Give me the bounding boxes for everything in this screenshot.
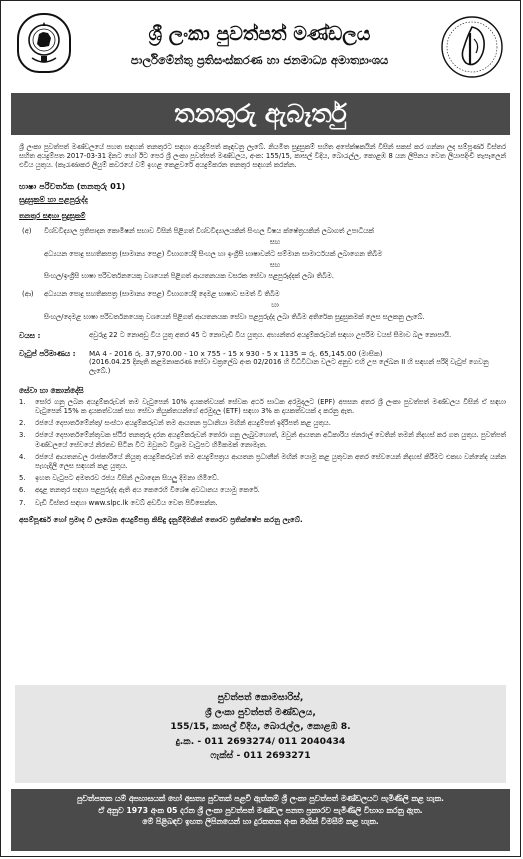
qualification-b-content — [44, 290, 506, 322]
salary-note: (2016.04.25 දිනැති කළමනාකරණ සේවා චක්‍රලේඛ අංක 02/2016 හි විධිවිධාන වලට අනුව එහි උප ලේඛන II හි සඳහන් පරිදි වැටුප් ගෙවනු ලැබේ.) — [89, 358, 489, 376]
qualification-a-text3: සිංහල/ඉංග්‍රීසි භාෂා පරිවර්තනයෙකු වශයෙන් පිළිගත් ආයතනයක වසරක සේවා පළපුරුද්දක් ලබා තිබීම. — [44, 272, 334, 281]
header — [1, 1, 520, 89]
phone-line: දු.ක. - 011 2693274/ 011 2040434 — [175, 735, 346, 747]
qualification-a-content — [44, 227, 506, 281]
press-council-logo-icon — [440, 15, 504, 79]
qualification-a — [19, 227, 506, 281]
qualifications-heading: සුදුසුකම් හා පළපුරුද්ද — [19, 194, 88, 204]
salary-label: වැටුප් පරිමාණය : — [19, 349, 76, 359]
qualification-b — [19, 290, 506, 322]
organization-title: ශ්‍රී ලංකා පුවත්පත් මණ්ඩලය — [148, 23, 371, 45]
terms-list — [19, 398, 506, 508]
intro-paragraph: ශ්‍රී ලංකා පුවත්පත් මණ්ඩලයේ පහත සඳහන් තනතුරට සඳහා අයදුම්පත් කැඳවනු ලැබේ. නියමිත සුදුසුකම් සහිත අපේක්ෂකයින් විසින් සකස් කර ගන්නා ලද සම්පූර්ණ විස්තර සහිත අයදුම්පත 2017-03-31 දිනට හෝ ඊට පෙර ශ්‍රී ලංකා පුවත්පත් මණ්ඩලය, අංක: 155/15, කාසල් වීදිය, බොරැල්ල, කොළඹ 8 යන ලිපිනය වෙත ලියාපදිංචි තැපෑලෙන් එවිය යුතුය. (කැරැණාකර ලියුම් කවරයේ වම් ඉහළ කෙළවරේ අයදුම්කරන තනතුර සඳහන් කරන්න. — [19, 143, 506, 170]
salary-scale: MA 4 - 2016 රු. 37,970.00 - 10 x 755 - 15 x 930 - 5 x 1135 = රු. 65,145.00 (මාසික) — [89, 349, 383, 359]
education-heading: තනතුර සඳහා සුදුසුකම් — [19, 212, 86, 221]
qualification-a-text: විශ්වවිද්‍යාල ප්‍රතිපාදන කොමිෂන් සභාව විසින් පිළිගත් විශ්වවිද්‍යාලයකින් සිංහල විෂය ක්ෂේත්‍රයකින් ලබාගත් උපාධියක් — [44, 227, 374, 236]
closing-note: අසම්පූර්ණ හෝ ප්‍රමාද වී ලැබෙන අයදුම්පත්‍ර කිසිදු දැනුම්දීමකින් තොරව ප්‍රතික්ෂේප කරනු ලැබේ. — [19, 514, 303, 524]
and-connector: සහ — [269, 260, 281, 269]
list-item: 4. රජයේ ආයතනවල රාජකාරියේ නියුතු අයදුම්කරුවන් තම අයදුම්පත්‍රය ආයතන ප්‍රධානීන් මඟින් යොමු කළ යුතුවන අතර සේවයෙන් නිදහස් කිරීමට එකඟ වන්නේද යන්න පැහැදිලි ලෙස සඳහන් කළ යුතුය. — [19, 452, 506, 471]
footer-line: පුවත්පතක යම් අපහාසයක් හෝ අසත්‍ය පුවතක් පළවී ඇත්නම් ශ්‍රී ලංකා පුවත්පත් මණ්ඩලයට පැමිණිලි කළ හැක. — [77, 794, 444, 803]
ministry-subtitle: පාර්ලිමේන්තු ප්‍රතිසංස්කරණ හා ජනමාධ්‍ය අමාත්‍යාංශය — [130, 53, 389, 67]
age-text: අවුරුදු 22 ට නොඅඩු විය යුතු අතර 45 ට නොවැඩි විය යුතුය. අභ්‍යන්තර අයදුම්කරුවන් සඳහා උපරිම වයස් සීමාව බල නොපායි. — [89, 330, 452, 339]
list-item: 5. ඉහත වැටුපට අමතරව රජය විසින් ලබාදෙන සියලු දීමනා හිමිවේ. — [19, 474, 220, 483]
advertisement-body — [19, 143, 506, 524]
address-line: පුවත්පත් කොමසාරිස්, — [217, 692, 304, 703]
and-connector: සහ — [269, 238, 281, 247]
sri-lanka-emblem-icon — [17, 13, 71, 73]
and-connector: හා — [271, 301, 279, 310]
footer-notice — [11, 789, 510, 851]
footer-line: මේ පිළිබඳව ඉහත ලිපිනයෙන් හා දුරකතන අංක මඟින් විමසීම් කළ හැක. — [142, 817, 379, 826]
list-item: 6. අදාළ තනතුර සඳහා පළපුරුද්ද ඇති අය කෙරෙහි විශේෂ අවධානය යොමු කෙරේ. — [19, 486, 260, 495]
vacancies-banner: තනතුරු ඇබෑර්තු — [11, 93, 510, 135]
qualification-b-label: (ආ) — [22, 290, 34, 299]
age-label: වයස : — [19, 330, 41, 340]
list-item: 7. වැඩි විස්තර සඳහා www.slpc.lk වෙබ් අඩවිය වෙත පිවිසෙන්න. — [19, 498, 218, 507]
qualification-a-label: (අ) — [22, 227, 32, 236]
address-line: 155/15, කාසල් වීදිය, බොරැල්ල, කොළඹ 8. — [170, 721, 351, 732]
salary-row — [19, 349, 506, 377]
qualification-a-text2: අධ්‍යයන පොදු සහතිකපත්‍ර (සාමාන්‍ය පෙළ) විභාගයේදී සිංහල හා ඉංග්‍රීසි භාෂාවන්ට සම්මාන සාමාර්ථයක් ලබාගෙන තිබීම — [44, 249, 383, 258]
qualification-b-text: අධ්‍යයන පොදු සහතිකපත්‍ර (සාමාන්‍ය පෙළ) විභාගයේදී දෙමළ භාෂාව සමත් වී තිබීම — [44, 290, 280, 299]
footer-line: ඒ අනුව 1973 අංක 05 දරන ශ්‍රී ලංකා පුවත්පත් මණ්ඩල පනත ප්‍රකාරව පැමිණිලි විභාග කරනු ඇත. — [98, 805, 423, 815]
fax-line: ෆැක්ස් - 011 2693271 — [210, 750, 311, 761]
address-line: ශ්‍රී ලංකා පුවත්පත් මණ්ඩලය, — [205, 706, 316, 718]
terms-heading: සේවා හා කොන්දේසි — [19, 385, 84, 395]
address-block — [15, 685, 506, 783]
list-item: 3. රජයේ දෙපාර්තමේන්තුවක ස්ථිර තනතුරු දරන අයදුම්කරුවන් තෝරා ගනු ලැබුවහොත්, ඔවුන් ආයතන අධිකාරිය ජනරාල් වෙතින් තමන් නිදහස් කර ගත යුතුය. පුවත්පත් මණ්ඩලයේ සේවයේ නිරතව සිටින විට ඔවුනට විශ්‍රාම වැටුපට හිමිකමක් නොමැත. — [19, 431, 506, 449]
list-item: 2. රජයේ දෙපාර්තමේන්තු/ සංස්ථා අයදුම්කරුවන් තම ආයතන ප්‍රධානියා මඟින් අයදුම්පත් ඉදිරිපත් කළ යුතුය. — [19, 419, 331, 428]
list-item: 1. සෝර ගනු ලබන අයදුම්කරුවන් තම වැටුපෙන් 10% දායකත්වයක් සේවක අර්ථ සාධක අරමුදලට (EPF) අපසන අතර ශ්‍රී ලංකා පුවත්පත් මණ්ඩලය විසින් ඒ සඳහා වැටුපෙන් 15% ක දායකත්වයක් සහ සේවා නියුක්තයන්ගේ අරමුදල (ETF) සඳහා 3% ක දායකත්වයක් ද කරනු ඇත. — [19, 397, 506, 416]
post-title: භාෂා පරිවර්තක (තනතුරු 01) — [19, 180, 126, 191]
age-row — [19, 331, 506, 340]
salary-content — [89, 349, 506, 377]
qualification-b-text2: සිංහල/දෙමළ භාෂා පරිවර්තනයෙකු වශයෙන් පිළිගත් ආයතනයක සේවා පළපුරුද්ද ලබා තිබීම අතිරේක සුදුසුකමක් ලෙස සලකනු ලැබේ. — [44, 312, 425, 321]
